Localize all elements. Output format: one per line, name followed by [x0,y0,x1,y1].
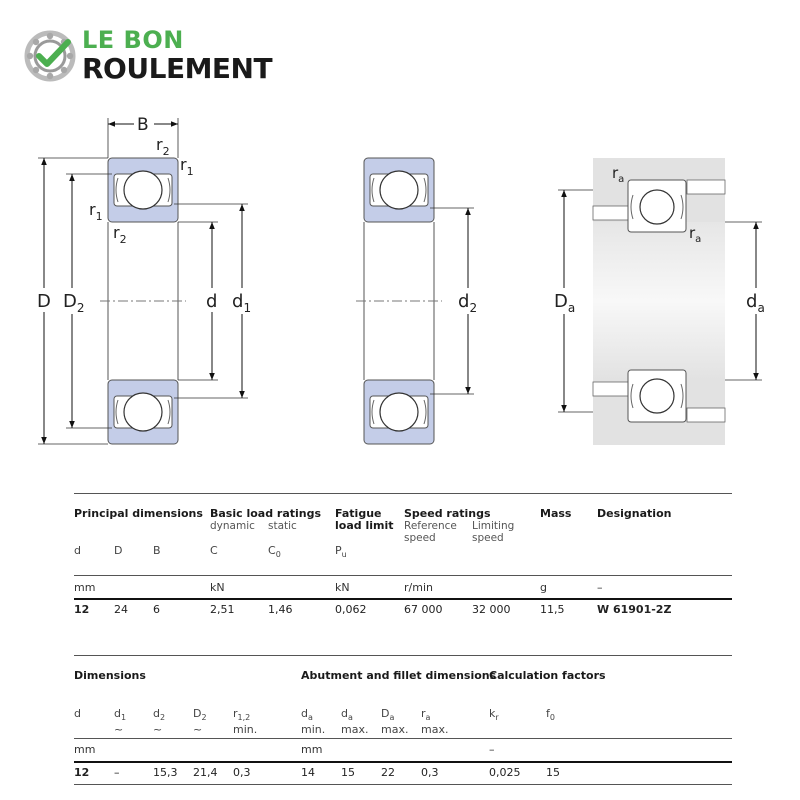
value-f0: 15 [546,766,560,779]
svg-text:D: D [37,291,51,312]
unit-mm-dimensions: mm [74,743,96,756]
unit-g: g [540,581,547,594]
value-reference-speed: 67 000 [404,603,443,616]
header-reference: Reference [404,520,457,532]
svg-text:ra: $r_a$ [689,224,702,245]
value-C0: 1,46 [268,603,293,616]
unit-kN-load: kN [210,581,225,594]
header-limiting-speed: speed [472,532,504,544]
value-da-max: 15 [341,766,355,779]
value-mass: 11,5 [540,603,565,616]
symbol-C0: $C_0$ [268,544,281,560]
value-D: 24 [114,603,128,616]
symbol-D2: $D_2$ ~ [193,707,207,737]
header-fatigue: Fatigue [335,507,382,520]
symbol-d2: $d_2$ ~ [153,707,166,737]
unit-mm: mm [74,581,96,594]
svg-text:Da: $D_a$ [554,291,576,315]
value-d1: – [114,766,120,779]
table1-data-rule [74,598,732,600]
svg-text:r2: $r_2$ [156,135,170,158]
symbol-f0: $f_0$ [546,707,555,723]
value-limiting-speed: 32 000 [472,603,511,616]
header-mass: Mass [540,507,572,520]
header-load-limit: load limit [335,519,394,532]
logo-text-bottom: ROULEMENT [82,52,273,85]
symbol-B: B [153,544,161,557]
brand-logo [24,26,304,86]
header-static: static [268,520,297,532]
value-B: 6 [153,603,160,616]
value-d: 12 [74,766,90,779]
value-d: 12 [74,603,90,616]
mounting-drawing [552,158,770,445]
value-Da-max: 22 [381,766,395,779]
value-da-min: 14 [301,766,315,779]
symbol-kr: $k_r$ [489,707,499,723]
table1-top-rule [74,493,732,494]
header-dimensions: Dimensions [74,669,146,682]
value-ra-max: 0,3 [421,766,439,779]
table2-top-rule [74,655,732,656]
table2-bottom-rule [74,784,732,785]
value-d2: 15,3 [153,766,178,779]
value-C: 2,51 [210,603,235,616]
symbol-d: d [74,707,81,720]
table2-data-rule [74,761,732,763]
unit-rmin: r/min [404,581,433,594]
unit-kN-fatigue: kN [335,581,350,594]
bearing-drawing [0,100,800,460]
value-D2: 21,4 [193,766,218,779]
unit-designation-dash: – [597,581,603,594]
bearing-check-icon [24,30,76,82]
value-Pu: 0,062 [335,603,367,616]
svg-text:d: d [206,291,218,312]
symbol-D: D [114,544,123,557]
symbol-ra-max: $r_a$ max. [421,707,449,737]
header-speed-ratings: Speed ratings [404,507,491,520]
logo-text-top: LE BON [82,26,184,54]
value-r12: 0,3 [233,766,251,779]
table1-mid-rule [74,575,732,576]
symbol-Pu: $P_u$ [335,544,347,560]
header-basic-load-ratings: Basic load ratings [210,507,322,520]
bearing-section-middle [356,158,482,444]
header-reference-speed: speed [404,532,436,544]
svg-text:r1: $r_1$ [180,155,194,178]
svg-text:D2: $D_2$ [63,291,85,315]
header-calculation-factors: Calculation factors [489,669,606,682]
unit-mm-abutment: mm [301,743,323,756]
svg-text:da: $d_a$ [746,291,765,315]
value-kr: 0,025 [489,766,521,779]
symbol-C: C [210,544,218,557]
value-designation: W 61901-2Z [597,603,672,616]
svg-text:d2: $d_2$ [458,291,478,315]
svg-text:ra: $r_a$ [612,164,625,185]
header-abutment: Abutment and fillet dimensions [301,669,497,682]
svg-text:r2: $r_2$ [113,223,127,246]
svg-text:d1: $d_1$ [232,291,252,315]
symbol-d: d [74,544,81,557]
header-designation: Designation [597,507,672,520]
table2-mid-rule [74,738,732,739]
symbol-da-min: $d_a$ min. [301,707,326,737]
svg-text:B: B [137,115,149,135]
symbol-Da-max: $D_a$ max. [381,707,409,737]
header-principal-dimensions: Principal dimensions [74,507,203,520]
symbol-d1: $d_1$ ~ [114,707,127,737]
header-dynamic: dynamic [210,520,255,532]
svg-text:r1: $r_1$ [89,200,103,223]
symbol-da-max: $d_a$ max. [341,707,369,737]
bearing-section-left [34,112,256,444]
symbol-r12: $r_{1,2}$ min. [233,707,258,737]
header-limiting: Limiting [472,520,515,532]
unit-calc-dash: – [489,743,495,756]
